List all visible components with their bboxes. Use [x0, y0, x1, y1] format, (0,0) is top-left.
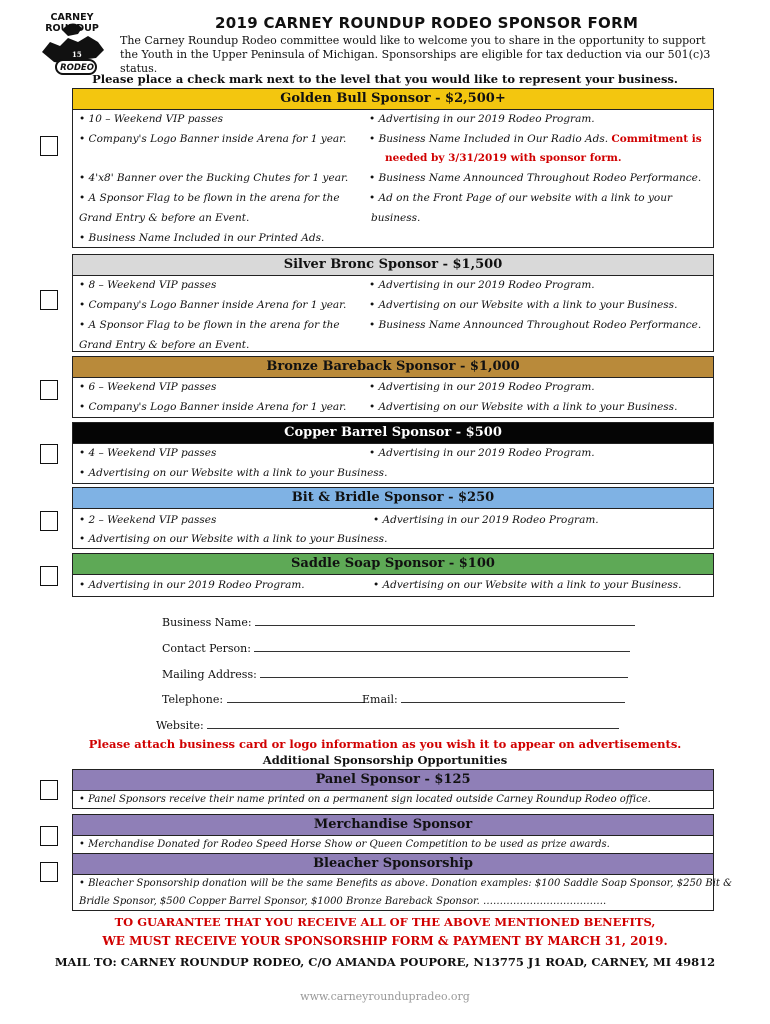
- attach-note: Please attach business card or logo information as you wish it to appear on advertisements.: [88, 737, 682, 751]
- list-item: Bridle Sponsor, $500 Copper Barrel Sponsor, $1000 Bronze Bareback Sponsor. ……………………………….: [79, 896, 607, 907]
- list-item: • Advertising on our Website with a link to your Business.: [79, 467, 388, 479]
- list-item: • Business Name Included in our Printed Ads.: [79, 232, 325, 244]
- email-label: Email:: [362, 693, 398, 706]
- golden-bull-header: Golden Bull Sponsor - $2,500+: [73, 89, 713, 110]
- website-label: Website:: [156, 719, 204, 732]
- email-field[interactable]: [362, 691, 625, 706]
- list-item: • Advertising on our Website with a link to your Business.: [369, 299, 678, 311]
- bit-bridle-header: Bit & Bridle Sponsor - $250: [73, 488, 713, 509]
- telephone-field[interactable]: [162, 691, 365, 706]
- commitment-note: needed by 3/31/2019 with sponsor form.: [385, 152, 622, 164]
- bronze-bareback-checkbox[interactable]: [40, 380, 58, 400]
- silver-bronc-header: Silver Bronc Sponsor - $1,500: [73, 255, 713, 276]
- deadline-text: WE MUST RECEIVE YOUR SPONSORSHIP FORM & PAYMENT BY MARCH 31, 2019.: [102, 934, 668, 948]
- panel-sponsor-box: [72, 769, 714, 809]
- list-item: • Business Name Announced Throughout Rodeo Performance.: [369, 319, 702, 331]
- list-item: • Ad on the Front Page of our website with a link to your: [369, 192, 672, 204]
- business-name-field[interactable]: [162, 614, 635, 629]
- golden-bull-box: [72, 88, 714, 248]
- saddle-soap-checkbox[interactable]: [40, 566, 58, 586]
- list-item: • Company's Logo Banner inside Arena for 1 year.: [79, 299, 347, 311]
- logo-bottom-text: RODEO: [60, 63, 94, 73]
- copper-barrel-header: Copper Barrel Sponsor - $500: [73, 423, 713, 444]
- panel-sponsor-checkbox[interactable]: [40, 780, 58, 800]
- list-item: • 2 – Weekend VIP passes: [79, 514, 217, 526]
- merchandise-sponsor-header: Merchandise Sponsor: [73, 815, 713, 836]
- logo-year: 15: [72, 50, 82, 59]
- business-name-label: Business Name:: [162, 616, 252, 629]
- list-item: • Advertising on our Website with a link to your Business.: [79, 533, 388, 545]
- list-item: • Merchandise Donated for Rodeo Speed Horse Show or Queen Competition to be used as prize awards.: [79, 839, 610, 850]
- website-field[interactable]: [156, 717, 619, 732]
- list-item: • Business Name Announced Throughout Rodeo Performance.: [369, 172, 702, 184]
- merchandise-sponsor-box: [72, 814, 714, 854]
- list-item: • Company's Logo Banner inside Arena for 1 year.: [79, 401, 347, 413]
- list-item: business.: [371, 212, 421, 224]
- list-item: • Panel Sponsors receive their name printed on a permanent sign located outside Carney Roundup Rodeo office.: [79, 794, 651, 805]
- list-item: • Company's Logo Banner inside Arena for 1 year.: [79, 133, 347, 145]
- list-item: • A Sponsor Flag to be flown in the arena for the: [79, 192, 340, 204]
- mailing-address-field[interactable]: [162, 666, 628, 681]
- bleacher-sponsor-checkbox[interactable]: [40, 862, 58, 882]
- guarantee-text: TO GUARANTEE THAT YOU RECEIVE ALL OF THE ABOVE MENTIONED BENEFITS,: [114, 915, 656, 929]
- additional-title: Additional Sponsorship Opportunities: [262, 753, 508, 767]
- merchandise-sponsor-checkbox[interactable]: [40, 826, 58, 846]
- list-item: • Advertising in our 2019 Rodeo Program.: [369, 113, 595, 125]
- list-item: • Bleacher Sponsorship donation will be the same Benefits as above. Donation examples: $100 Saddle Soap Sponsor, $250 Bit &: [79, 878, 732, 889]
- intro-text: The Carney Roundup Rodeo committee would like to welcome you to share in the opportunity to support the Youth in the Upper Peninsula of Michigan. Sponsorships are eligible for tax deduction via our 501(c)3 status.: [120, 34, 711, 75]
- list-item: • 4 – Weekend VIP passes: [79, 447, 217, 459]
- list-item: • Advertising on our Website with a link to your Business.: [373, 579, 682, 591]
- saddle-soap-box: [72, 553, 714, 597]
- logo-top-text: CARNEY ROUNDUP: [45, 12, 99, 34]
- saddle-soap-header: Saddle Soap Sponsor - $100: [73, 554, 713, 575]
- list-item: • 8 – Weekend VIP passes: [79, 279, 217, 291]
- mailing-address-text: MAIL TO: CARNEY ROUNDUP RODEO, C/O AMANDA POUPORE, N13775 J1 ROAD, CARNEY, MI 49812: [54, 955, 716, 969]
- list-item: • 10 – Weekend VIP passes: [79, 113, 224, 125]
- copper-barrel-checkbox[interactable]: [40, 444, 58, 464]
- list-item: • 4'x8' Banner over the Bucking Chutes for 1 year.: [79, 172, 349, 184]
- list-item: • Advertising on our Website with a link to your Business.: [369, 401, 678, 413]
- footer-website[interactable]: www.carneyroundupradeo.org: [300, 990, 470, 1003]
- bronze-bareback-box: [72, 356, 714, 418]
- panel-sponsor-header: Panel Sponsor - $125: [73, 770, 713, 791]
- list-item: Grand Entry & before an Event.: [79, 339, 250, 351]
- silver-bronc-box: [72, 254, 714, 352]
- list-item: • 6 – Weekend VIP passes: [79, 381, 217, 393]
- list-item: • Advertising in our 2019 Rodeo Program.: [373, 514, 599, 526]
- bleacher-sponsor-header: Bleacher Sponsorship: [73, 854, 713, 875]
- page-title: 2019 CARNEY ROUNDUP RODEO SPONSOR FORM: [215, 14, 639, 32]
- list-item: • Business Name Included in Our Radio Ads. Commitment is: [369, 133, 702, 145]
- contact-person-field[interactable]: [162, 640, 630, 655]
- golden-bull-checkbox[interactable]: [40, 136, 58, 156]
- rodeo-logo: [28, 12, 116, 80]
- copper-barrel-box: [72, 422, 714, 484]
- list-item: • Advertising in our 2019 Rodeo Program.: [369, 447, 595, 459]
- list-item: • Advertising in our 2019 Rodeo Program.: [369, 381, 595, 393]
- list-item: • Advertising in our 2019 Rodeo Program.: [79, 579, 305, 591]
- mailing-address-label: Mailing Address:: [162, 668, 257, 681]
- bit-bridle-checkbox[interactable]: [40, 511, 58, 531]
- list-item: Grand Entry & before an Event.: [79, 212, 250, 224]
- instruction-text: Please place a check mark next to the level that you would like to represent your business.: [92, 72, 678, 86]
- contact-person-label: Contact Person:: [162, 642, 251, 655]
- silver-bronc-checkbox[interactable]: [40, 290, 58, 310]
- list-item: • A Sponsor Flag to be flown in the arena for the: [79, 319, 340, 331]
- telephone-label: Telephone:: [162, 693, 224, 706]
- bit-bridle-box: [72, 487, 714, 549]
- bleacher-sponsor-box: [72, 853, 732, 911]
- bronze-bareback-header: Bronze Bareback Sponsor - $1,000: [73, 357, 713, 378]
- list-item: • Advertising in our 2019 Rodeo Program.: [369, 279, 595, 291]
